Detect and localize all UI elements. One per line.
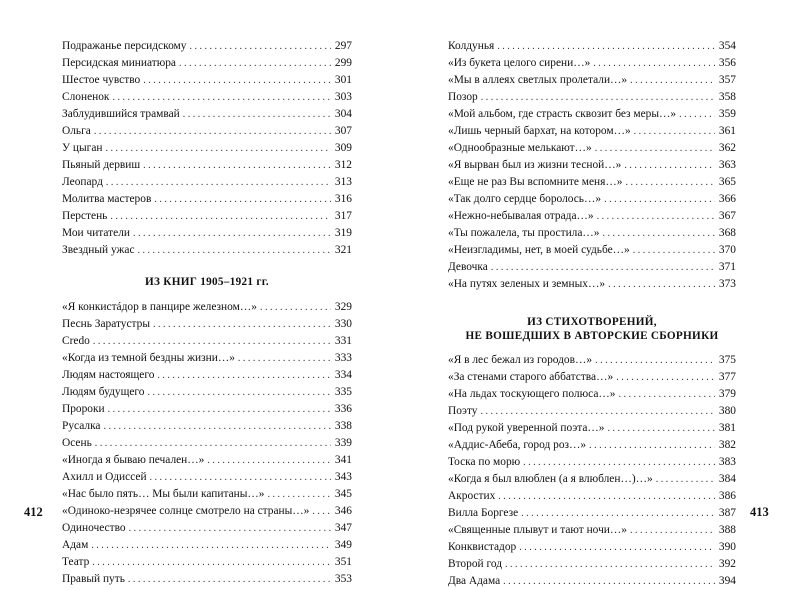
- dot-leader: [618, 386, 714, 403]
- toc-entry-title: Осень: [62, 437, 92, 449]
- dot-leader: [503, 573, 715, 590]
- toc-entry-page: 363: [718, 159, 736, 171]
- toc-entry: [62, 89, 352, 106]
- toc-entry-page: 368: [718, 227, 736, 239]
- toc-entry-page: 313: [334, 176, 352, 188]
- toc-entry-page: 361: [718, 125, 736, 137]
- toc-entry: [448, 522, 736, 539]
- toc-entry-page: 304: [334, 108, 352, 120]
- toc-entry: [62, 316, 352, 333]
- dot-leader: [108, 401, 331, 418]
- toc-entry-title: Credo: [62, 335, 90, 347]
- toc-entry-page: 316: [334, 193, 352, 205]
- toc-entry-page: 394: [718, 575, 736, 587]
- toc-entry-title: Молитва мастеров: [62, 193, 152, 205]
- toc-entry-title: Леопард: [62, 176, 103, 188]
- toc-entry-title: Звездный ужас: [62, 244, 135, 256]
- dot-leader: [179, 55, 331, 72]
- dot-leader: [312, 503, 331, 520]
- toc-entry: [448, 140, 736, 157]
- toc-entry: [62, 208, 352, 225]
- toc-entry-title: Людям настоящего: [62, 369, 155, 381]
- toc-entry-title: Два Адама: [448, 575, 501, 587]
- toc-entry-page: 321: [334, 244, 352, 256]
- toc-entry: [62, 503, 352, 520]
- toc-entry-title: Второй год: [448, 558, 503, 570]
- toc-entry-page: 341: [334, 454, 352, 466]
- toc-entry: [62, 157, 352, 174]
- toc-entry-page: 309: [334, 142, 352, 154]
- toc-entry-title: Адам: [62, 539, 89, 551]
- toc-entry-page: 388: [718, 524, 736, 536]
- toc-entry: [62, 174, 352, 191]
- toc-entry: [448, 208, 736, 225]
- dot-leader: [93, 333, 331, 350]
- toc-entry-title: Заблудившийся трамвай: [62, 108, 180, 120]
- toc-entry-title: Персидская миниатюра: [62, 57, 176, 69]
- toc-entry-page: 373: [718, 278, 736, 290]
- dot-leader: [656, 471, 715, 488]
- toc-entry-page: 307: [334, 125, 352, 137]
- toc-entry-page: 365: [718, 176, 736, 188]
- dot-leader: [616, 369, 715, 386]
- toc-entry: [62, 225, 352, 242]
- dot-leader: [133, 225, 331, 242]
- toc-entry: [62, 401, 352, 418]
- toc-entry-title: Колдунья: [448, 40, 495, 52]
- toc-entry: [448, 573, 736, 590]
- toc-entry: [448, 454, 736, 471]
- dot-leader: [189, 38, 330, 55]
- section-heading: ИЗ КНИГ 1905–1921 гг.: [145, 276, 269, 288]
- toc-entry: [448, 259, 736, 276]
- toc-entry: [448, 386, 736, 403]
- toc-entry-page: 377: [718, 371, 736, 383]
- toc-entry: [62, 38, 352, 55]
- dot-leader: [154, 191, 331, 208]
- dot-leader: [633, 242, 715, 259]
- toc-entry-title: «На путях зеленых и земных…»: [448, 278, 606, 290]
- toc-entry: [62, 55, 352, 72]
- toc-entry: [62, 140, 352, 157]
- toc-entry: [62, 106, 352, 123]
- toc-entry: [62, 299, 352, 316]
- toc-entry-page: 333: [334, 352, 352, 364]
- dot-leader: [238, 350, 331, 367]
- dot-leader: [148, 384, 331, 401]
- toc-entry: [62, 469, 352, 486]
- toc-entry-page: 297: [334, 40, 352, 52]
- toc-entry: [62, 452, 352, 469]
- toc-entry-page: 335: [334, 386, 352, 398]
- toc-entry-page: 301: [334, 74, 352, 86]
- dot-leader: [505, 556, 715, 573]
- toc-entry: [448, 437, 736, 454]
- toc-list: [448, 38, 736, 293]
- toc-entry-page: 380: [718, 405, 736, 417]
- toc-entry-title: У цыган: [62, 142, 103, 154]
- toc-list: [62, 38, 352, 259]
- dot-leader: [112, 89, 330, 106]
- toc-entry-page: 339: [334, 437, 352, 449]
- dot-leader: [604, 191, 715, 208]
- dot-leader: [589, 437, 715, 454]
- toc-entry-title: «Мой альбом, где страсть сквозит без меры…»: [448, 108, 677, 120]
- toc-entry-page: 356: [718, 57, 736, 69]
- toc-entry-title: Мои читатели: [62, 227, 130, 239]
- toc-entry-title: Ахилл и Одиссей: [62, 471, 147, 483]
- toc-entry-page: 392: [718, 558, 736, 570]
- dot-leader: [106, 174, 331, 191]
- dot-leader: [498, 488, 715, 505]
- toc-entry: [448, 55, 736, 72]
- toc-entry: [448, 505, 736, 522]
- toc-entry-page: 386: [718, 490, 736, 502]
- toc-entry-title: «Священные плывут и тают ночи…»: [448, 524, 627, 536]
- toc-entry-title: Акростих: [448, 490, 496, 502]
- dot-leader: [157, 367, 330, 384]
- toc-entry-title: «Под рукой уверенной поэта…»: [448, 422, 605, 434]
- dot-leader: [150, 469, 331, 486]
- toc-entry-page: 370: [718, 244, 736, 256]
- toc-entry: [448, 352, 736, 369]
- page-number-right: 413: [750, 505, 769, 519]
- dot-leader: [679, 106, 715, 123]
- toc-entry-page: 334: [334, 369, 352, 381]
- toc-entry: [448, 89, 736, 106]
- dot-leader: [91, 537, 331, 554]
- toc-entry-title: «Когда я был влюблен (а я влюблен…)…»: [448, 473, 653, 485]
- toc-entry-page: 379: [718, 388, 736, 400]
- dot-leader: [491, 259, 715, 276]
- dot-leader: [92, 554, 331, 571]
- dot-leader: [497, 38, 715, 55]
- toc-entry: [448, 369, 736, 386]
- dot-leader: [128, 571, 331, 588]
- dot-leader: [630, 72, 715, 89]
- toc-entry: [62, 384, 352, 401]
- toc-entry-page: 330: [334, 318, 352, 330]
- toc-entry: [62, 350, 352, 367]
- toc-entry: [62, 72, 352, 89]
- dot-leader: [260, 299, 331, 316]
- toc-entry-page: 390: [718, 541, 736, 553]
- toc-entry: [448, 225, 736, 242]
- toc-entry: [448, 157, 736, 174]
- toc-entry: [448, 471, 736, 488]
- toc-entry-title: «На льдах тоскующего полюса…»: [448, 388, 616, 400]
- dot-leader: [523, 454, 715, 471]
- toc-entry-title: «Одиноко-незрячее солнце смотрело на страны…»: [62, 505, 310, 517]
- dot-leader: [94, 123, 331, 140]
- toc-entry-title: Песнь Заратустры: [62, 318, 151, 330]
- page-number-left: 412: [24, 505, 43, 519]
- dot-leader: [595, 140, 715, 157]
- dot-leader: [597, 208, 715, 225]
- toc-entry-title: «Иногда я бываю печален…»: [62, 454, 205, 466]
- toc-entry-title: Ольга: [62, 125, 91, 137]
- toc-entry-page: 357: [718, 74, 736, 86]
- toc-entry-title: Театр: [62, 556, 90, 568]
- dot-leader: [183, 106, 331, 123]
- dot-leader: [95, 435, 331, 452]
- dot-leader: [143, 157, 331, 174]
- toc-entry: [62, 123, 352, 140]
- toc-entry: [448, 556, 736, 573]
- toc-entry-title: Шестое чувство: [62, 74, 141, 86]
- toc-entry-title: «Нас было пять… Мы были капитаны…»: [62, 488, 265, 500]
- dot-leader: [608, 276, 715, 293]
- toc-entry: [62, 333, 352, 350]
- toc-entry-page: 371: [718, 261, 736, 273]
- toc-entry-page: 387: [718, 507, 736, 519]
- toc-entry-page: 338: [334, 420, 352, 432]
- toc-entry-page: 319: [334, 227, 352, 239]
- toc-entry-page: 336: [334, 403, 352, 415]
- toc-entry-page: 354: [718, 40, 736, 52]
- dot-leader: [603, 225, 715, 242]
- toc-entry-title: Конквистадор: [448, 541, 517, 553]
- toc-entry: [448, 72, 736, 89]
- toc-entry-page: 384: [718, 473, 736, 485]
- toc-entry-title: «Ты пожалела, ты простила…»: [448, 227, 600, 239]
- toc-entry-page: 299: [334, 57, 352, 69]
- toc-entry-title: «За стенами старого аббатства…»: [448, 371, 614, 383]
- toc-entry-page: 353: [334, 573, 352, 585]
- dot-leader: [593, 55, 715, 72]
- toc-entry-page: 347: [334, 522, 352, 534]
- toc-entry-title: Перстень: [62, 210, 108, 222]
- toc-entry-title: Пророки: [62, 403, 105, 415]
- dot-leader: [129, 520, 331, 537]
- toc-entry: [448, 488, 736, 505]
- toc-entry: [62, 242, 352, 259]
- toc-entry-title: Пьяный дервиш: [62, 159, 141, 171]
- dot-leader: [625, 174, 714, 191]
- toc-entry-page: 375: [718, 354, 736, 366]
- toc-entry-title: Девочка: [448, 261, 488, 273]
- toc-entry: [62, 367, 352, 384]
- right-page-contents: [448, 38, 736, 590]
- toc-entry: [62, 486, 352, 503]
- toc-entry-page: 317: [334, 210, 352, 222]
- dot-leader: [153, 316, 331, 333]
- toc-entry-page: 331: [334, 335, 352, 347]
- toc-entry-page: 346: [334, 505, 352, 517]
- toc-entry: [448, 403, 736, 420]
- toc-entry-title: «Из букета целого сирени…»: [448, 57, 591, 69]
- dot-leader: [103, 418, 330, 435]
- dot-leader: [143, 72, 331, 89]
- toc-entry-page: 345: [334, 488, 352, 500]
- toc-entry-title: «Когда из темной бездны жизни…»: [62, 352, 235, 364]
- toc-entry-page: 383: [718, 456, 736, 468]
- dot-leader: [608, 420, 715, 437]
- dot-leader: [624, 157, 715, 174]
- toc-entry-page: 312: [334, 159, 352, 171]
- toc-entry-page: 343: [334, 471, 352, 483]
- toc-entry-title: Позор: [448, 91, 478, 103]
- toc-entry-title: «Нежно-небывалая отрада…»: [448, 210, 594, 222]
- toc-entry: [62, 520, 352, 537]
- dot-leader: [106, 140, 331, 157]
- toc-entry: [448, 191, 736, 208]
- toc-list: [448, 352, 736, 590]
- toc-entry-page: 382: [718, 439, 736, 451]
- toc-entry-title: «Аддис-Абеба, город роз…»: [448, 439, 587, 451]
- toc-entry-title: Тоска по морю: [448, 456, 521, 468]
- toc-entry-page: 351: [334, 556, 352, 568]
- toc-entry: [62, 571, 352, 588]
- toc-entry-page: 329: [334, 301, 352, 313]
- toc-entry-title: Правый путь: [62, 573, 125, 585]
- toc-entry-title: «Еще не раз Вы вспомните меня…»: [448, 176, 623, 188]
- toc-entry-page: 362: [718, 142, 736, 154]
- toc-entry-title: «Так долго сердце боролось…»: [448, 193, 602, 205]
- dot-leader: [519, 539, 715, 556]
- toc-entry-page: 349: [334, 539, 352, 551]
- dot-leader: [630, 522, 715, 539]
- toc-list: [62, 299, 352, 588]
- dot-leader: [207, 452, 331, 469]
- dot-leader: [634, 123, 715, 140]
- toc-entry: [448, 123, 736, 140]
- toc-entry: [448, 38, 736, 55]
- toc-entry: [448, 106, 736, 123]
- section-heading-line: ИЗ СТИХОТВОРЕНИЙ,: [527, 316, 657, 328]
- toc-entry-title: Русалка: [62, 420, 101, 432]
- toc-entry-page: 366: [718, 193, 736, 205]
- toc-entry: [448, 420, 736, 437]
- toc-entry-title: «Лишь черный бархат, на котором…»: [448, 125, 631, 137]
- dot-leader: [481, 89, 715, 106]
- toc-entry-title: Подражанье персидскому: [62, 40, 187, 52]
- toc-entry: [62, 435, 352, 452]
- toc-entry-page: 358: [718, 91, 736, 103]
- toc-entry: [448, 276, 736, 293]
- toc-entry-title: Одиночество: [62, 522, 126, 534]
- toc-entry: [62, 554, 352, 571]
- toc-entry-page: 303: [334, 91, 352, 103]
- section-heading: [448, 315, 736, 343]
- dot-leader: [267, 486, 330, 503]
- toc-entry-page: 381: [718, 422, 736, 434]
- toc-entry: [62, 191, 352, 208]
- toc-entry-title: «Я в лес бежал из городов…»: [448, 354, 593, 366]
- dot-leader: [521, 505, 715, 522]
- toc-entry-page: 367: [718, 210, 736, 222]
- dot-leader: [595, 352, 715, 369]
- dot-leader: [138, 242, 331, 259]
- toc-entry-title: Вилла Боргезе: [448, 507, 519, 519]
- toc-entry-title: «Мы в аллеях светлых пролетали…»: [448, 74, 628, 86]
- toc-entry-title: «Неизгладимы, нет, в моей судьбе…»: [448, 244, 630, 256]
- toc-entry-title: Слоненок: [62, 91, 110, 103]
- dot-leader: [480, 403, 714, 420]
- toc-entry: [448, 539, 736, 556]
- section-heading-line: НЕ ВОШЕДШИХ В АВТОРСКИЕ СБОРНИКИ: [465, 330, 719, 342]
- toc-entry-title: «Я вырван был из жизни тесной…»: [448, 159, 622, 171]
- toc-entry-title: Поэту: [448, 405, 478, 417]
- toc-entry-title: «Я конкистáдор в панцире железном…»: [62, 301, 257, 313]
- toc-entry: [448, 242, 736, 259]
- toc-entry: [62, 537, 352, 554]
- toc-entry: [62, 418, 352, 435]
- toc-entry-title: «Однообразные мелькают…»: [448, 142, 592, 154]
- toc-entry-page: 359: [718, 108, 736, 120]
- toc-entry-title: Людям будущего: [62, 386, 145, 398]
- toc-entry: [448, 174, 736, 191]
- left-page-contents: [62, 38, 352, 588]
- dot-leader: [110, 208, 331, 225]
